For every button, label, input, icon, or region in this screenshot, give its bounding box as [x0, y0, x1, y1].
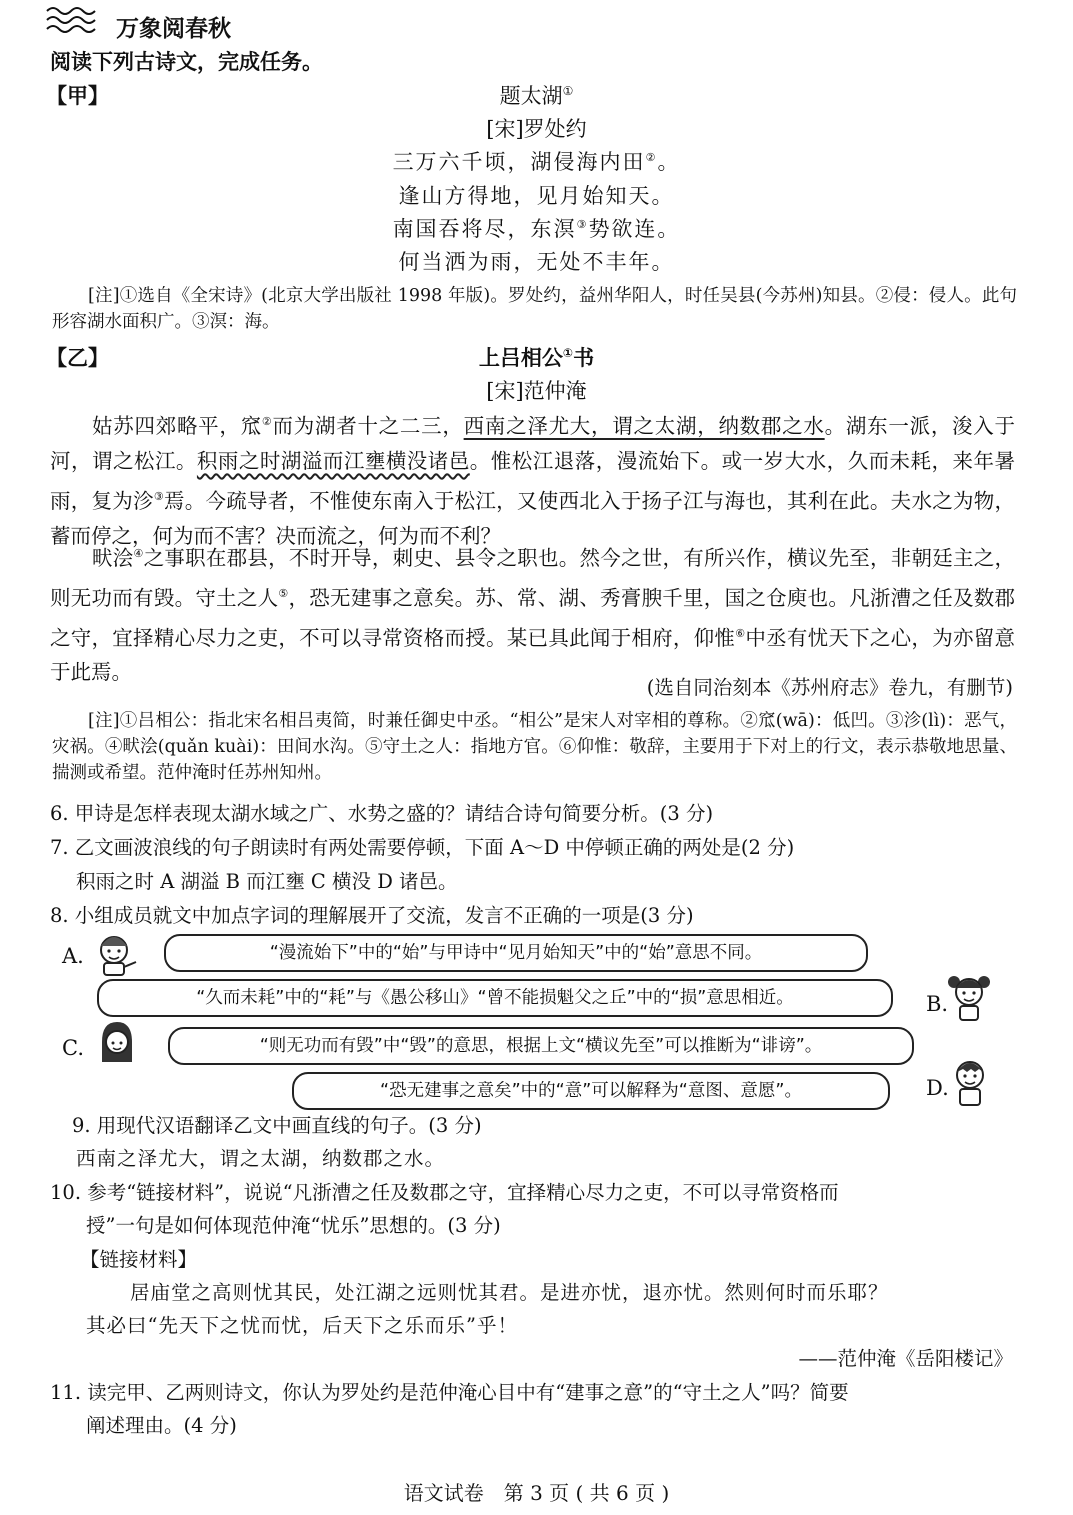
- wave-lines-icon: [45, 6, 101, 34]
- question-9-sentence: 西南之泽尤大，谓之太湖，纳数郡之水。: [76, 1147, 446, 1170]
- question-7: 7. 乙文画波浪线的句子朗读时有两处需要停顿，下面 A～D 中停顿正确的两处是(2 分): [50, 836, 795, 859]
- question-9: 9. 用现代汉语翻译乙文中画直线的句子。(3 分): [72, 1114, 482, 1137]
- jia-line-1: 三万六千顷，湖侵海内田②。: [392, 150, 681, 174]
- question-10-cont: 授”一句是如何体现范仲淹“忧乐”思想的。(3 分): [86, 1214, 501, 1237]
- question-11-cont: 阐述理由。(4 分): [86, 1414, 237, 1437]
- question-10: 10. 参考“链接材料”，说说“凡浙漕之任及数郡之守，宜择精心尽力之吏，不可以寻常资格而: [50, 1181, 839, 1204]
- jia-title: 题太湖①: [499, 84, 574, 108]
- wavy-underline-sentence: 积雨之时湖溢而江壅横没诸邑: [196, 448, 470, 473]
- yi-source: (选自同治刻本《苏州府志》卷九，有删节): [646, 676, 1013, 699]
- jia-label: 【甲】: [46, 84, 109, 108]
- option-b-bubble: “久而未耗”中的“耗”与《愚公移山》“曾不能损魁父之丘”中的“损”意思相近。: [97, 979, 893, 1017]
- option-a-letter: A.: [62, 944, 84, 968]
- page-footer: 语文试卷 第 3 页 ( 共 6 页 ): [403, 1481, 670, 1505]
- option-d-letter: D.: [926, 1076, 949, 1100]
- student-b-icon: [946, 970, 992, 1024]
- solid-underline-sentence: 西南之泽尤大，谓之太湖，纳数郡之水: [463, 413, 825, 438]
- jia-line-2: 逢山方得地，见月始知天。: [398, 184, 675, 208]
- question-7-sentence: 积雨之时 A 湖溢 B 而江壅 C 横没 D 诸邑。: [76, 870, 458, 893]
- instruction: 阅读下列古诗文，完成任务。: [50, 50, 323, 74]
- jia-author: [宋]罗处约: [486, 117, 587, 141]
- link-material-label: 【链接材料】: [80, 1248, 198, 1271]
- yi-paragraph-2: 畎浍④之事职在郡县，不时开导，刺史、县令之职也。然今之世，有所兴作，横议先至，非朝廷主之，则无功而有毁。守土之人⑤，恐无建事之意矣。苏、常、湖、秀膏腴千里，国之仓庾也。凡浙漕之任及数郡之守，宜择精心尽力之吏，不可以寻常资格而授。某已具此闻于相府，仰惟⑥中丞有忧天下之心，为亦留意于此焉。: [50, 545, 1016, 685]
- jia-line-3: 南国吞将尽，东溟③势欲连。: [392, 217, 681, 241]
- student-a-icon: [94, 930, 140, 980]
- option-d-bubble: “恐无建事之意矣”中的“意”可以解释为“意图、意愿”。: [292, 1072, 890, 1110]
- link-material-text-1: 居庙堂之高则忧其民，处江湖之远则忧其君。是进亦忧，退亦忧。然则何时而乐耶？: [130, 1281, 889, 1304]
- jia-line-4: 何当洒为雨，无处不丰年。: [398, 250, 675, 274]
- yi-author: [宋]范仲淹: [486, 379, 587, 403]
- question-11: 11. 读完甲、乙两则诗文，你认为罗处约是范仲淹心目中有“建事之意”的“守土之人”吗？简要: [50, 1381, 849, 1404]
- link-material-source: ——范仲淹《岳阳楼记》: [798, 1347, 1013, 1370]
- option-a-bubble: “漫流始下”中的“始”与甲诗中“见月始知天”中的“始”意思不同。: [164, 934, 868, 972]
- student-c-icon: [96, 1020, 138, 1072]
- section-title: 万象阅春秋: [116, 16, 231, 42]
- option-c-bubble: “则无功而有毁”中“毁”的意思，根据上文“横议先至”可以推断为“诽谤”。: [168, 1027, 914, 1065]
- question-8: 8. 小组成员就文中加点字词的理解展开了交流，发言不正确的一项是(3 分): [50, 904, 694, 927]
- yi-notes: [注]①吕相公：指北宋名相吕夷简，时兼任御史中丞。“相公”是宋人对宰相的尊称。②窊(wā)：低凹。③沴(lì)：恶气，灾祸。④畎浍(quǎn kuài)：田间水沟。⑤守土之人：指地方官。⑥仰惟：敬辞，主要用于下对上的行文，表示恭敬地思量、揣测或希望。范仲淹时任苏州知州。: [52, 711, 1017, 783]
- link-material-text-2: 其必曰“先天下之忧而忧，后天下之乐而乐”乎！: [86, 1314, 518, 1337]
- student-d-icon: [948, 1055, 992, 1109]
- option-c-letter: C.: [62, 1036, 84, 1060]
- yi-title: 上吕相公①书: [478, 346, 595, 370]
- option-b-letter: B.: [926, 992, 949, 1016]
- yi-label: 【乙】: [46, 346, 109, 370]
- question-6: 6. 甲诗是怎样表现太湖水域之广、水势之盛的？请结合诗句简要分析。(3 分): [50, 802, 714, 825]
- jia-notes: [注]①选自《全宋诗》(北京大学出版社 1998 年版)。罗处约，益州华阳人，时任吴县(今苏州)知县。②侵：侵人。此句形容湖水面积广。③溟：海。: [52, 286, 1017, 332]
- yi-paragraph-1: 姑苏四郊略平，窊②而为湖者十之二三，西南之泽尤大，谓之太湖，纳数郡之水。湖东一派，浚入于河，谓之松江。积雨之时湖溢而江壅横没诸邑。惟松江退落，漫流始下。或一岁大水，久而未耗，来年暑雨，复为沴③焉。今疏导者，不惟使东南入于松江，又使西北入于扬子江与海也，其利在此。夫水之为物，蓄而停之，何为而不害？决而流之，何为而不利？: [50, 413, 1016, 548]
